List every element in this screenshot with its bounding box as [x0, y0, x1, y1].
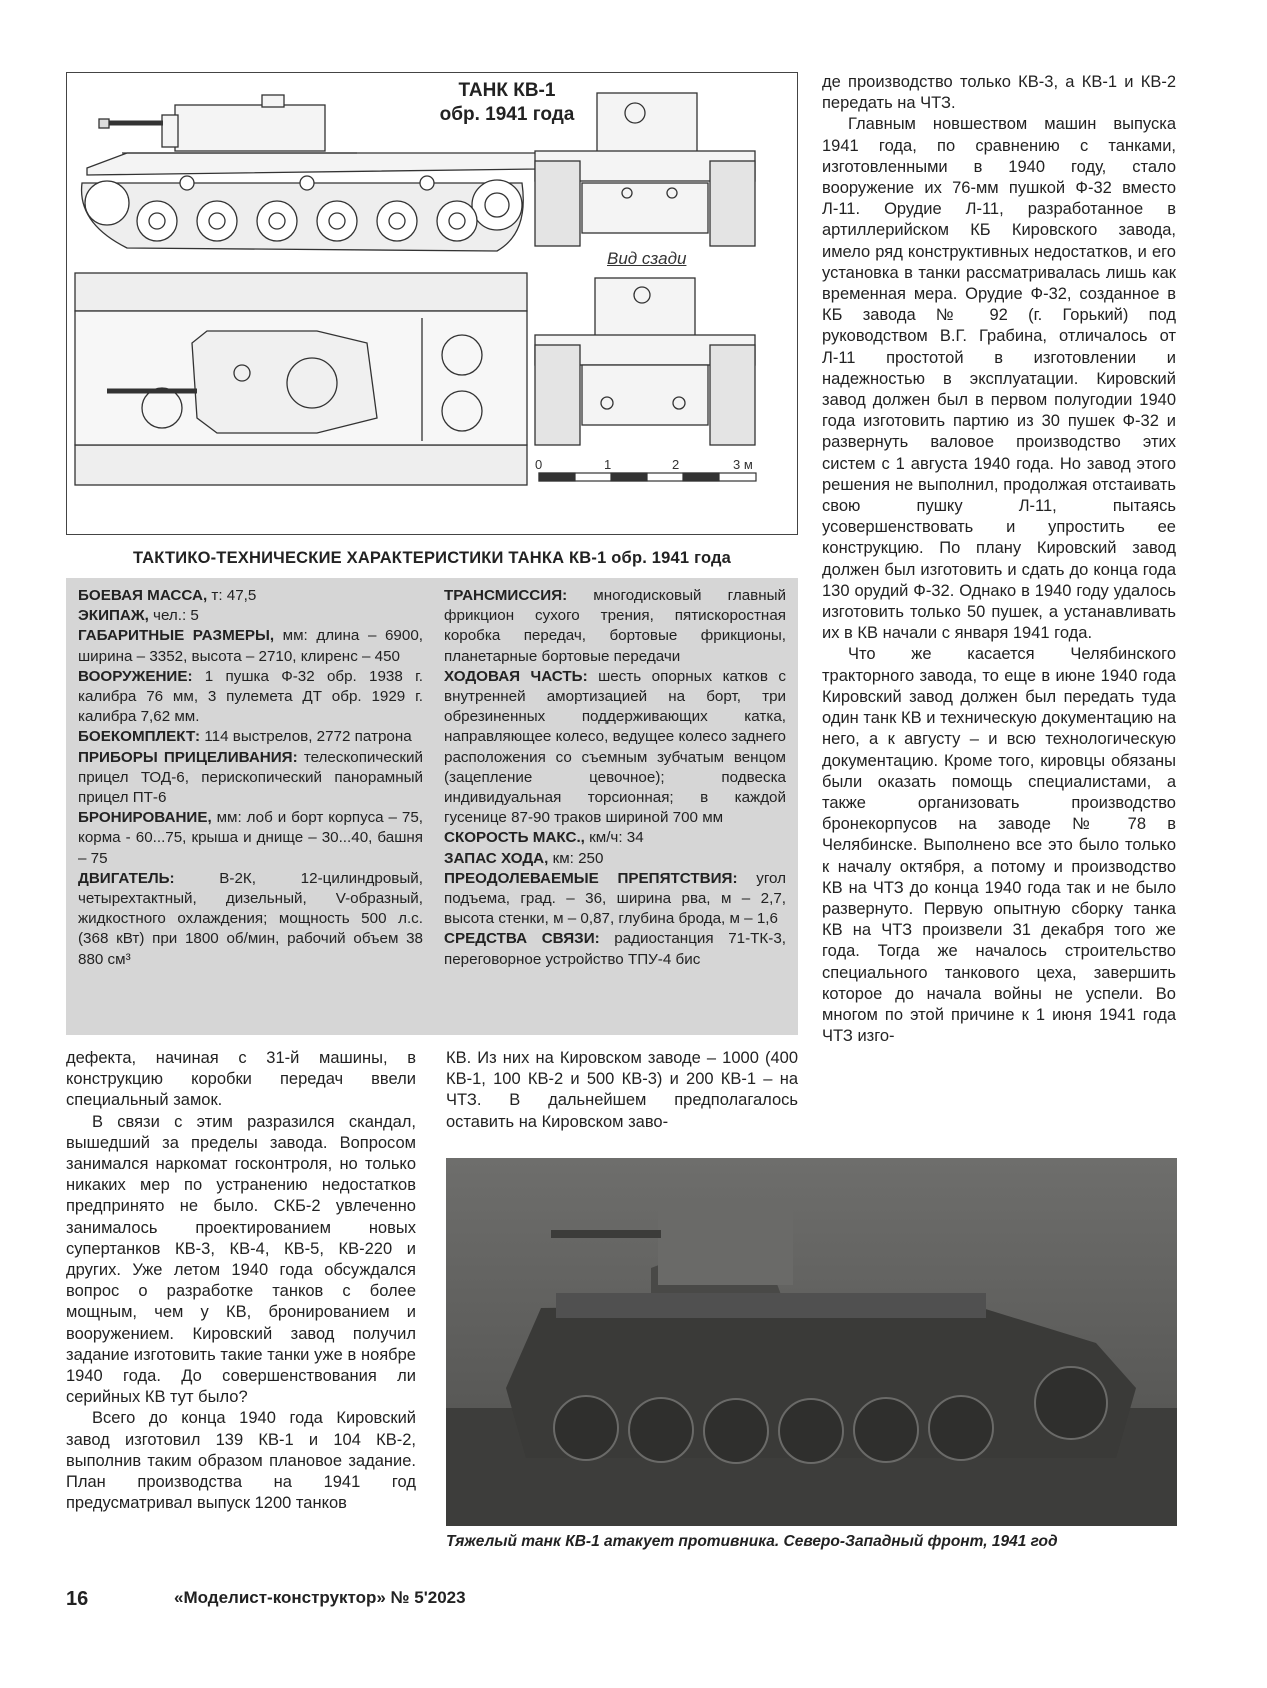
drawing-title-line1: ТАНК КВ-1	[458, 80, 556, 101]
spec-item: СРЕДСТВА СВЯЗИ: радиостанция 71-ТК-3, переговорное устройство ТПУ-4 бис	[444, 930, 786, 968]
paragraph: Что же касается Челябинского тракторного завода, то еще в июне 1940 года Кировский завод должен был передать туда один танк КВ и техническую документацию на него, а к августу – и всю технологическую документацию. Кроме того, кировцы обязаны были оказать помощь специалистами, а также организовать производство бронекорпусов на заводе № 78 в Челябинске. Выполнено все это было только к началу октября, а потому и производство КВ на ЧТЗ до конца 1940 года так и не было развернуто. Первую опытную сборку танка КВ на ЧТЗ произвели 31 декабря того же года. Тогда же началось строительство специального танкового цеха, завершить которое до начала войны не успели. Во многом по этой причине к 1 июня 1941 года ЧТЗ изго-	[822, 645, 1176, 1046]
scale-label: 1	[604, 457, 612, 472]
article-column-3	[822, 72, 1176, 1047]
tank-photo	[446, 1158, 1177, 1526]
drawing-title-line2: обр. 1941 года	[439, 104, 575, 125]
rear-view-label: Вид сзади	[607, 249, 687, 268]
spec-item: ТРАНСМИССИЯ: многодисковый главный фрикцион сухого трения, пятискоростная коробка передач, бортовые фрикционы, планетарные бортовые передачи	[444, 587, 786, 665]
article-column-1	[66, 1048, 416, 1514]
spec-item: БОЕВАЯ МАССА, т: 47,5	[78, 587, 257, 604]
spec-item: ПРЕОДОЛЕВАЕМЫЕ ПРЕПЯТСТВИЯ: угол подъема, град. – 36, ширина рва, м – 2,7, высота стенки, м – 0,87, глубина брода, м – 1,6	[444, 869, 786, 928]
spec-item: ПРИБОРЫ ПРИЦЕЛИВАНИЯ: телескопический прицел ТОД-6, перископический панорамный прицел ПТ-6	[78, 748, 423, 807]
top-view	[75, 273, 527, 485]
page-number: 16	[66, 1588, 89, 1610]
paragraph: дефекта, начиная с 31-й машины, в конструкцию коробки передач ввели специальный замок.	[66, 1049, 416, 1110]
tank-blueprint-svg	[67, 73, 799, 536]
spec-item: СКОРОСТЬ МАКС., км/ч: 34	[444, 829, 644, 847]
paragraph: Всего до конца 1940 года Кировский завод изготовил 139 КВ-1 и 104 КВ-2, выполнив таким образом плановое задание. План производства на 1941 год предусматривал выпуск 1200 танков	[66, 1409, 416, 1513]
spec-item: ЗАПАС ХОДА, км: 250	[444, 849, 604, 867]
scale-label: 3 м	[733, 457, 753, 472]
specs-box	[66, 578, 798, 1035]
photo-caption: Тяжелый танк КВ-1 атакует противника. Северо-Западный фронт, 1941 год	[446, 1533, 1058, 1550]
specs-title: ТАКТИКО-ТЕХНИЧЕСКИЕ ХАРАКТЕРИСТИКИ ТАНКА КВ-1 обр. 1941 года	[132, 549, 732, 567]
journal-title: «Моделист-конструктор» № 5'2023	[174, 1588, 466, 1607]
tank-photo-image	[446, 1158, 1177, 1526]
spec-item: ДВИГАТЕЛЬ: В-2К, 12-цилиндровый, четырехтактный, дизельный, V-образный, жидкостного охлаждения; мощность 500 л.с. (368 кВт) при 1800 об/мин, рабочий объем 38 880 см³	[78, 869, 423, 968]
spec-item: БОЕКОМПЛЕКТ: 114 выстрелов, 2772 патрона	[78, 728, 412, 746]
scale-bar	[539, 473, 756, 481]
paragraph: Главным новшеством машин выпуска 1941 года, по сравнению с танками, изготовленными в 1940 году, стало вооружение их 76-мм пушкой Ф-32 вместо Л-11. Орудие Л-11, разработанное в артиллерийском КБ Кировского завода, имело ряд конструктивных недостатков, и его установка в танки рассматривалась лишь как временная мера. Орудие Ф-32, созданное в КБ завода № 92 (г. Горький) под руководством В.Г. Грабина, отличалось от Л-11 простотой в изготовлении и надежностью в эксплуатации. Кировский завод должен был в первом полугодии 1940 года изготовить партию из 30 пушек Ф-32 и развернуть валовое производство этих систем с 1 августа 1940 года. Но завод этого решения не выполнил, продолжая отстаивать свою пушку Л-11, пытаясь усовершенствовать и упростить ее конструкцию. По плану Кировский завод должен был изготовить и сдать до конца года 130 орудий Ф-32. Однако в 1940 году удалось изготовить только 50 пушек, а устанавливать их в КВ начали с января 1941 года.	[822, 115, 1176, 643]
spec-item: ХОДОВАЯ ЧАСТЬ: шесть опорных катков с внутренней амортизацией на борт, три обрезиненных поддерживающих катка, направляющее колесо, ведущее колесо заднего расположения со съемным зубчатым венцом (зацепление цевочное); подвеска индивидуальная торсионная; в каждой гусенице 87-90 траков шириной 700 мм	[444, 667, 786, 827]
scale-label: 0	[535, 457, 543, 472]
paragraph: КВ. Из них на Кировском заводе – 1000 (400 КВ-1, 100 КВ-2 и 500 КВ-3) и 200 КВ-1 – на ЧТЗ. В дальнейшем предполагалось оставить на Кировском заво-	[446, 1049, 798, 1131]
rear-view	[535, 278, 755, 445]
specs-left-column	[78, 586, 423, 970]
spec-item: ЭКИПАЖ, чел.: 5	[78, 607, 199, 625]
drawing-title	[407, 79, 607, 127]
paragraph: В связи с этим разразился скандал, вышедший за пределы завода. Вопросом занимался наркомат госконтроля, но только никаких мер по устранению недостатков предпринято не было. СКБ-2 увлеченно занималось проектированием новых супертанков КВ-3, КВ-4, КВ-5, КВ-220 и других. Уже летом 1940 года обсуждался вопрос о разработке танков с более мощным, чем у КВ, бронированием и вооружением. Кировский завод получил задание изготовить такие танки уже в ноябре 1940 года. До совершенствования ли серийных КВ тут было?	[66, 1112, 416, 1407]
spec-item: ВООРУЖЕНИЕ: 1 пушка Ф-32 обр. 1938 г. калибра 76 мм, 3 пулемета ДТ обр. 1929 г. калибра 7,62 мм.	[78, 667, 423, 726]
spec-item: ГАБАРИТНЫЕ РАЗМЕРЫ, мм: длина – 6900, ширина – 3352, высота – 2710, клиренс – 450	[78, 627, 423, 665]
tank-drawing	[66, 72, 798, 535]
scale-label: 2	[672, 457, 680, 472]
specs-right-column	[444, 586, 786, 970]
article-column-2	[446, 1048, 798, 1133]
paragraph: де производство только КВ-3, а КВ-1 и КВ-2 передать на ЧТЗ.	[822, 73, 1176, 113]
spec-item: БРОНИРОВАНИЕ, мм: лоб и борт корпуса – 75, корма - 60...75, крыша и днище – 30...40, башня – 75	[78, 809, 423, 867]
